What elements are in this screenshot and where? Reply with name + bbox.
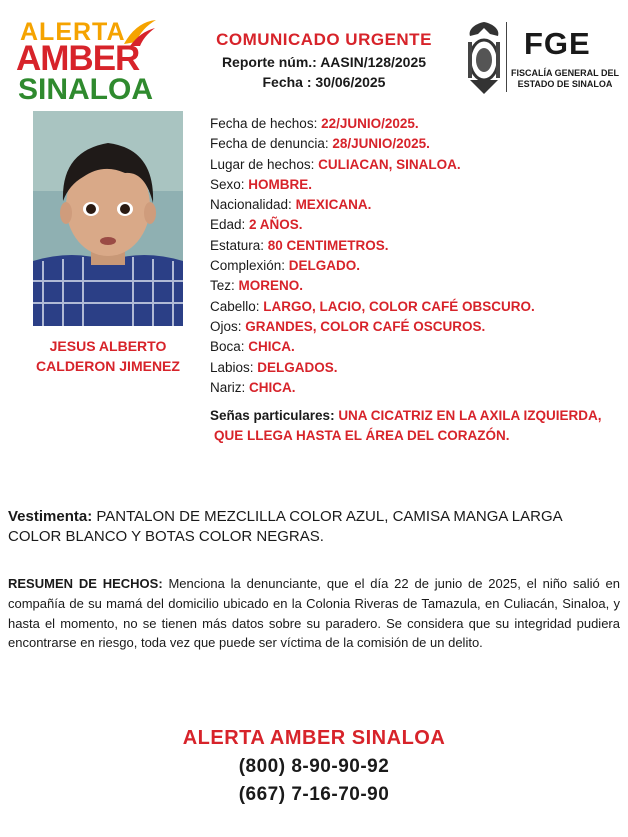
detail-row [210,337,535,357]
report-date: Fecha : 30/06/2025 [262,74,386,90]
detail-row [210,297,535,317]
detail-value: CULIACAN, SINALOA. [318,156,461,172]
detail-label: Edad: [210,217,250,233]
state-emblem-icon [464,18,504,98]
logo-separator [506,22,507,92]
detail-label: Nacionalidad: [210,197,296,213]
header-block [196,30,452,90]
detail-value: GRANDES, COLOR CAFÉ OSCUROS. [245,318,486,334]
detail-label: Boca: [210,339,249,355]
fge-title: FGE [524,26,591,61]
detail-row [210,256,535,276]
fge-subtitle-line2: ESTADO DE SINALOA [517,79,613,89]
detail-label: Lugar de hechos: [210,156,319,172]
detail-value: LARGO, LACIO, COLOR CAFÉ OBSCURO. [263,298,535,314]
detail-label: Fecha de denuncia: [210,136,333,152]
logo-line-alerta: ALERTA [20,18,126,46]
child-name-line2: CALDERON JIMENEZ [36,358,180,374]
case-summary [8,574,620,653]
vestimenta-value: PANTALON DE MEZCLILLA COLOR AZUL, CAMISA MANGA LARGA COLOR BLANCO Y BOTAS COLOR NEGRAS. [8,508,562,545]
detail-label: Cabello: [210,298,264,314]
senas-line1 [210,406,622,426]
detail-label: Nariz: [210,379,250,395]
detail-value: MEXICANA. [295,197,372,213]
child-photo-illustration [33,111,183,326]
detail-label: Fecha de hechos: [210,116,322,131]
child-name [10,336,206,376]
footer-title: ALERTA AMBER SINALOA [182,727,446,749]
detail-row [210,175,535,195]
detail-value: HOMBRE. [248,176,313,192]
detail-label: Estatura: [210,237,268,253]
alerta-amber-sinaloa-logo [14,18,164,106]
detail-value: CHICA. [248,339,295,355]
senas-value-line2: QUE LLEGA HASTA EL ÁREA DEL CORAZÓN. [214,428,510,443]
detail-row [210,215,535,235]
fge-subtitle-line1: FISCALÍA GENERAL DEL [510,68,619,78]
detail-value: 80 CENTIMETROS. [267,237,389,253]
detail-value: 22/JUNIO/2025. [321,116,419,131]
senas-label: Señas particulares: [210,408,339,423]
detail-value: 2 AÑOS. [249,217,303,233]
footer-contact [0,727,628,806]
distinguishing-marks [210,406,622,446]
detail-value: DELGADO. [288,258,361,274]
fge-logo [464,18,624,100]
detail-value: DELGADOS. [257,359,338,375]
detail-value: 28/JUNIO/2025. [332,136,430,152]
fge-subtitle [510,68,620,90]
clothing-description [8,507,608,547]
senas-value-line1: UNA CICATRIZ EN LA AXILA IZQUIERDA, [338,408,602,423]
detail-row [210,358,535,378]
phone-number-2: (667) 7-16-70-90 [238,784,390,805]
detail-row [210,114,535,134]
detail-label: Sexo: [210,176,249,192]
logo-line-sinaloa: SINALOA [18,73,153,106]
detail-row [210,378,535,398]
detail-row [210,155,535,175]
details-list [210,114,535,398]
phone-number-1: (800) 8-90-90-92 [238,756,390,777]
detail-label: Complexión: [210,258,289,274]
vestimenta-label: Vestimenta: [8,508,97,525]
detail-label: Ojos: [210,318,246,334]
detail-row [210,317,535,337]
detail-row [210,236,535,256]
detail-label: Labios: [210,359,258,375]
child-photo [33,111,183,326]
resumen-label: RESUMEN DE HECHOS: [8,576,169,591]
logo-line-amber: AMBER [16,39,140,78]
child-name-line1: JESUS ALBERTO [49,338,167,354]
detail-row [210,195,535,215]
detail-row [210,134,535,154]
resumen-text: Menciona la denunciante, que el día 22 de junio de 2025, el niño salió en compañía de su mamá del domicilio ubicado en la Colonia Riveras de Tamazula, en Culiacán, Sinaloa, y hasta el momento, no se tienen más datos sobre su paradero. Se considera que su integridad pudiera encontrarse en riesgo, toda vez que puede ser víctima de la comisión de un delito. [8,576,620,651]
detail-value: MORENO. [238,278,304,294]
detail-label: Tez: [210,278,239,294]
header-title: COMUNICADO URGENTE [216,30,432,49]
detail-value: CHICA. [249,379,296,395]
report-number: Reporte núm.: AASIN/128/2025 [221,54,427,70]
detail-row [210,276,535,296]
